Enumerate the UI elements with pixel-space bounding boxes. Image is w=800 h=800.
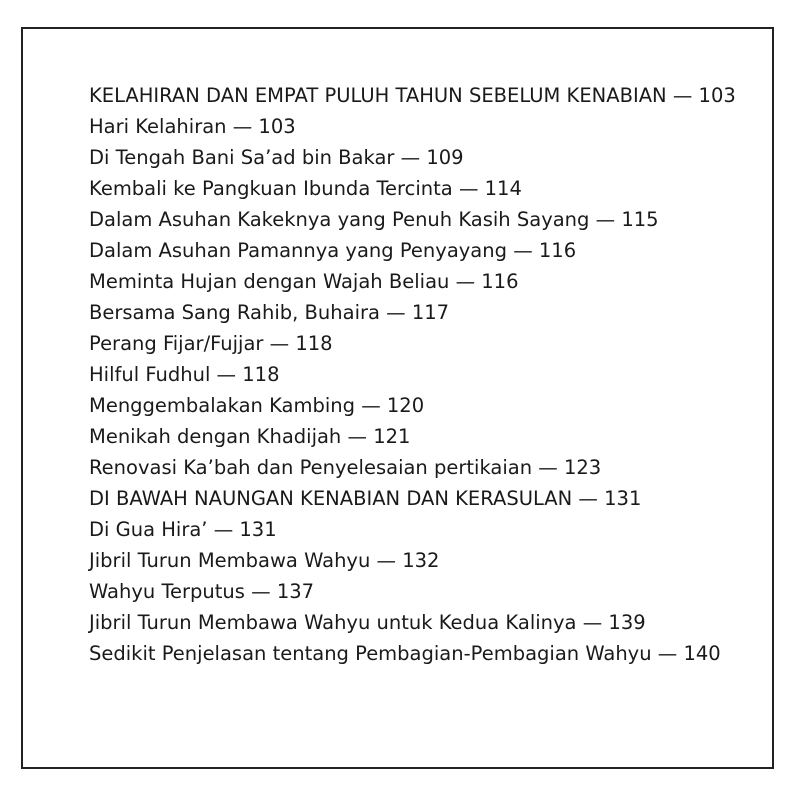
toc-entry: Jibril Turun Membawa Wahyu — 132 [89,549,440,572]
toc-entry: Kembali ke Pangkuan Ibunda Tercinta — 114 [89,177,522,200]
toc-entry: Sedikit Penjelasan tentang Pembagian-Pembagian Wahyu — 140 [89,642,721,665]
toc-entry: Menikah dengan Khadijah — 121 [89,425,411,448]
toc-entry: Di Tengah Bani Sa’ad bin Bakar — 109 [89,146,464,169]
toc-entry: Perang Fijar/Fujjar — 118 [89,332,333,355]
toc-entry: DI BAWAH NAUNGAN KENABIAN DAN KERASULAN — 131 [89,487,642,510]
toc-entry: Meminta Hujan dengan Wajah Beliau — 116 [89,270,519,293]
toc-entry: Hilful Fudhul — 118 [89,363,280,386]
toc-entry: Hari Kelahiran — 103 [89,115,296,138]
toc-entry: Renovasi Ka’bah dan Penyelesaian pertikaian — 123 [89,456,602,479]
toc-entry: Dalam Asuhan Kakeknya yang Penuh Kasih Sayang — 115 [89,208,659,231]
page-frame [21,27,774,769]
toc-entry: KELAHIRAN DAN EMPAT PULUH TAHUN SEBELUM KENABIAN — 103 [89,84,736,107]
toc-entry: Jibril Turun Membawa Wahyu untuk Kedua Kalinya — 139 [89,611,646,634]
toc-entry: Bersama Sang Rahib, Buhaira — 117 [89,301,450,324]
toc-entry: Wahyu Terputus — 137 [89,580,315,603]
toc-entry: Di Gua Hira’ — 131 [89,518,277,541]
toc-entry: Menggembalakan Kambing — 120 [89,394,425,417]
toc-entry: Dalam Asuhan Pamannya yang Penyayang — 116 [89,239,577,262]
table-of-contents [89,80,751,669]
